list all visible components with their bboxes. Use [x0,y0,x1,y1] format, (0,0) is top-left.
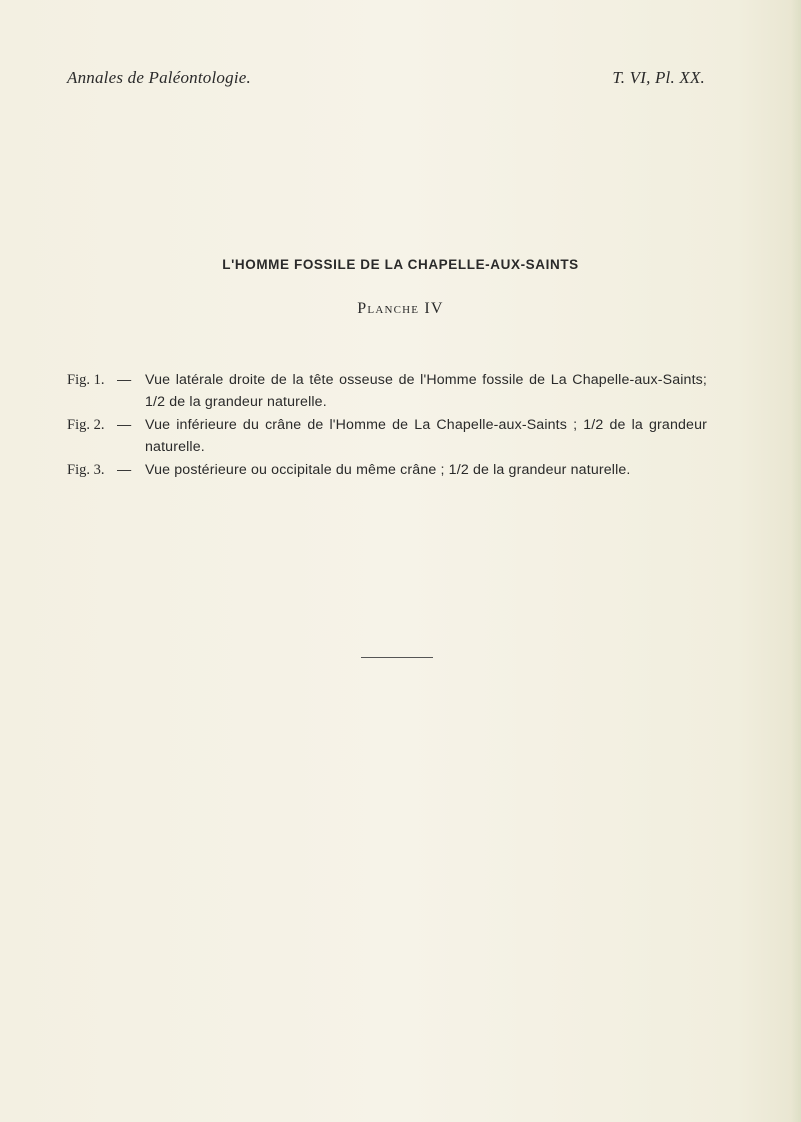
figure-caption: Vue inférieure du crâne de l'Homme de La Chapelle-aux-Saints ; 1/2 de la grandeur naturelle. [145,417,707,455]
volume-plate-number: T. VI, Pl. XX. [612,68,705,87]
figure-label: Fig. 2. [67,417,105,433]
plate-title: L'HOMME FOSSILE DE LA CHAPELLE-AUX-SAINTS [222,257,579,272]
figure-label: Fig. 3. [67,462,105,478]
figure-dash: — [117,462,132,478]
figure-caption: Vue latérale droite de la tête osseuse de l'Homme fossile de La Chapelle-aux-Saints; 1/2 de la grandeur naturelle. [145,372,707,410]
figure-caption: Vue postérieure ou occipitale du même crâne ; 1/2 de la grandeur naturelle. [145,462,631,478]
figure-legend-1 [67,369,707,413]
journal-title: Annales de Paléontologie. [67,68,251,87]
figure-label: Fig. 1. [67,372,105,388]
figure-legend-3 [67,459,707,481]
plate-subtitle: Planche IV [357,300,444,317]
figure-dash: — [117,417,132,433]
figure-legends [67,369,707,482]
figure-legend-2 [67,414,707,458]
page-edge-shadow [791,0,801,1122]
divider-rule [361,657,433,658]
figure-dash: — [117,372,132,388]
